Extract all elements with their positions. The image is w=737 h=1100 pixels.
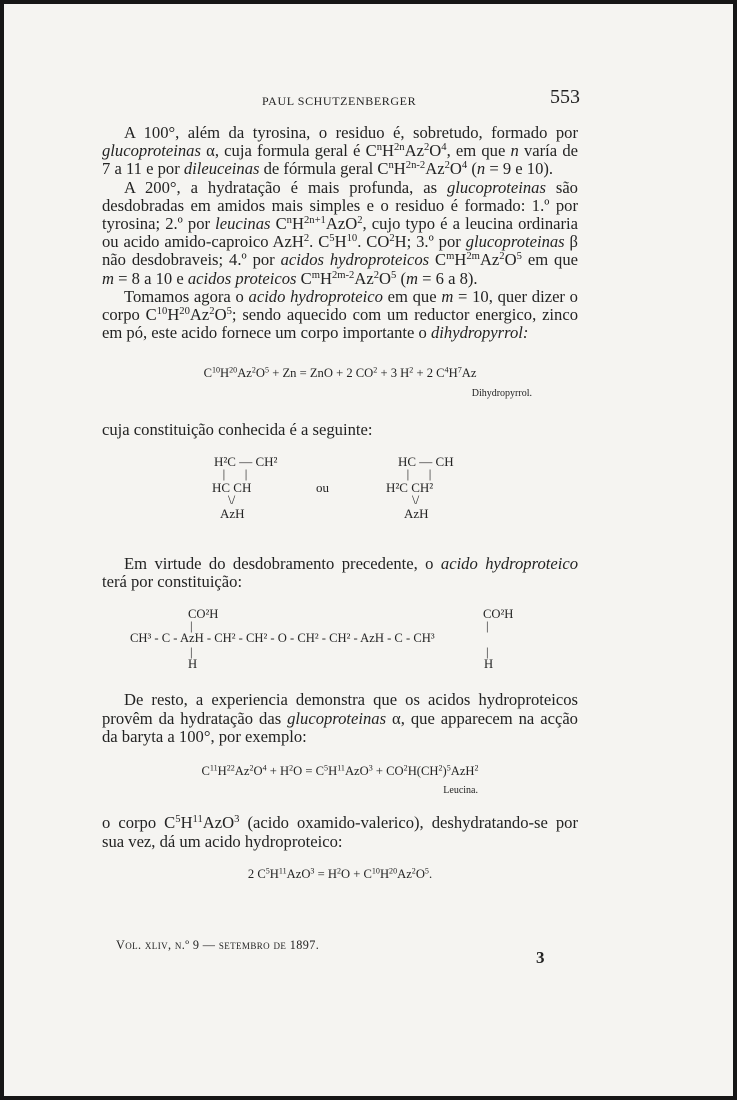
paragraph-5: Em virtude do desdobramento precedente, o acido hydroproteico terá por constituição: — [102, 554, 578, 592]
running-head: PAUL SCHUTZENBERGER — [262, 94, 417, 108]
hydroproteic-acid-structure — [102, 605, 578, 673]
structure-1-top: H²C — CH² — [214, 454, 278, 470]
page-footer — [116, 938, 536, 953]
paragraph-3: Tomamos agora o acido hydroproteico em que m = 10, quer dizer o corpo $C^{10}H^{20}Az^2O^5$; sendo aquecido com um reductor energico, zinco em pó, este acido fornece um corpo importante o dihydropyrrol: — [102, 286, 578, 343]
text-block — [102, 124, 578, 883]
paragraph-2: A 200°, a hydratação é mais profunda, as glucoproteinas são desdobradas em amidos mais simples e o residuo é formado: 1.º por tyrosina; 2.º por leucinas $C^nH^{2n+1}AzO^2$, cujo typo é a leucina ordinaria ou acido amido-caproico AzH$^2$. $C^5H^{10}$. $CO^2H$; 3.º por glucoproteinas β não desdobraveis; 4.º por acidos hydroproteicos $C^mH^{2m}Az^2O^5$ em que m = 8 a 10 e acidos proteicos $C^mH^{2m-2}Az^2O^5$ (m = 6 a 8). — [102, 177, 579, 288]
paragraph-7: o corpo $C^5H^{11}AzO^3$ (acido oxamido-valerico), deshydratando-se por sua vez, dá um acido hydroproteico: — [102, 813, 578, 851]
chain-bond-bottom-right: | — [486, 645, 489, 660]
chain-co2h-left: CO²H — [188, 607, 219, 622]
structure-2-bond: | | — [406, 466, 432, 482]
chain-h-left: H — [188, 657, 198, 672]
structure-2-top: HC — CH — [398, 454, 454, 470]
chain-main: CH³ - C - AzH - CH² - CH² - O - CH² - CH² - AzH - C - CH³ — [130, 631, 435, 646]
equation-hydroproteic: 2 $C^5H^{11}AzO^3 = H^2O + C^{10}H^{20}Az^2O^5$. — [247, 866, 433, 881]
paragraph-1: A 100°, além da tyrosina, o residuo é, sobretudo, formado por glucoproteinas α, cuja formula geral é $C^nH^{2n}Az^2O^4$, em que n varía de 7 a 11 e por dileuceinas de fórmula geral $C^nH^{2n-2}Az^2O^4$ (n = 9 e 10). — [102, 123, 579, 179]
paragraph-6: De resto, a experiencia demonstra que os acidos hydroproteicos provêm da hydratação das glucoproteinas α, que apparecem na acção da baryta a 100°, por exemplo: — [102, 690, 578, 746]
chain-bond-top-right: | — [486, 619, 489, 634]
signature-mark: 3 — [536, 948, 545, 967]
structure-2-bot: AzH — [404, 506, 429, 522]
equation-dihydropyrrol: $C^{10}H^{20}Az^2O^5 + Zn$ = ZnO + 2 $CO^2 + 3$ $H^2 + 2$ $C^4H^7Az$ — [203, 365, 477, 381]
page — [4, 4, 733, 1096]
equation-note-leucina: Leucina. — [443, 785, 478, 797]
pyrrol-structures — [102, 451, 578, 537]
volume-line: Vol. xliv, n.º 9 — setembro de 1897. — [116, 938, 320, 952]
equation-leucina: $C^{11}H^{22}Az^2O^4 + H^2O = C^5H^{11}AzO^3 + CO^2H(CH^2)^5AzH^2$ — [201, 763, 479, 779]
structure-1-mid: HC CH — [212, 480, 252, 496]
paragraph-4: cuja constituição conhecida é a seguinte: — [102, 419, 373, 439]
structure-1-vee: \/ — [228, 492, 236, 508]
structure-2-vee: \/ — [412, 492, 420, 508]
structure-2-mid: H²C CH² — [386, 480, 434, 496]
page-number: 553 — [550, 86, 580, 108]
chain-h-right: H — [484, 657, 494, 672]
structure-1-bond: | | — [222, 466, 248, 482]
chain-bond-top-left: | — [190, 619, 193, 634]
separator-ou: ou — [316, 480, 329, 496]
chain-co2h-right: CO²H — [483, 607, 514, 622]
structure-1-bot: AzH — [220, 506, 245, 522]
equation-note-dihydropyrrol: Dihydropyrrol. — [471, 387, 532, 399]
chain-bond-bottom-left: | — [190, 645, 193, 660]
